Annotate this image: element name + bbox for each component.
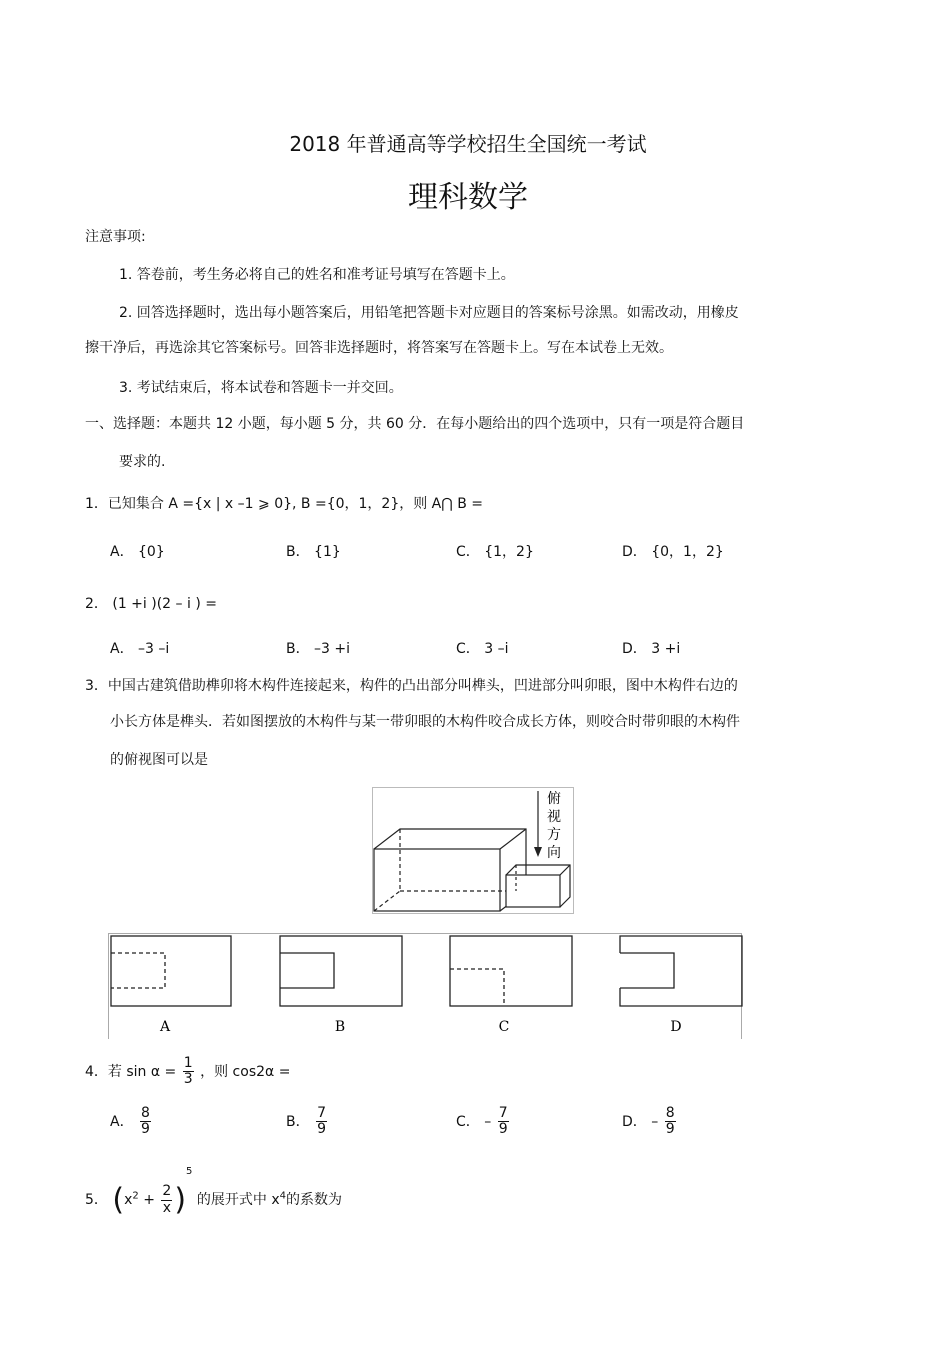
choice-a-label: A (159, 1019, 171, 1035)
q4-option-d-fraction (665, 1106, 676, 1138)
q5-frac-den: x (162, 1199, 172, 1216)
choice-d-view (620, 936, 742, 1006)
q1-option-c: C． {1，2} (456, 544, 534, 560)
q4-option-a (110, 1106, 153, 1138)
q1-option-a: A． {0} (110, 544, 165, 560)
notice-item-3: 3. 考试结束后，将本试卷和答题卡一并交回。 (119, 380, 403, 396)
exam-title: 2018 年普通高等学校招生全国统一考试 (289, 132, 647, 156)
q4-frac-num: 1 (183, 1055, 193, 1071)
q4-option-c (456, 1106, 511, 1138)
q5-tail: 的系数为 (286, 1192, 342, 1208)
q4-option-c-sign: – (484, 1113, 492, 1130)
q4-option-a-letter: A． (110, 1113, 134, 1130)
label-char-3: 方 (547, 827, 561, 843)
question-3-line-2: 小长方体是榫头．若如图摆放的木构件与某一带卯眼的木构件咬合成长方体，则咬合时带卯眼的木构件 (110, 714, 740, 730)
section-heading-cont: 要求的. (119, 454, 166, 470)
q4-option-a-fraction (140, 1106, 151, 1138)
notice-item-2a: 2. 回答选择题时，选出每小题答案后，用铅笔把答题卡对应题目的答案标号涂黑。如需改动，用橡皮 (119, 305, 739, 321)
q5-right-paren: ) (174, 1182, 187, 1218)
q4-fraction (183, 1056, 194, 1088)
notice-item-2b: 擦干净后，再选涂其它答案标号。回答非选择题时，将答案写在答题卡上。写在本试卷上无效。 (85, 340, 673, 356)
q4-option-a-num: 8 (141, 1105, 150, 1121)
notice-heading: 注意事项: (85, 229, 146, 245)
q3-choice-figures (108, 933, 748, 1041)
q2-option-d: D． 3 +i (622, 641, 681, 657)
tenon-block (506, 865, 570, 907)
q5-exp2: 2 (132, 1190, 139, 1202)
subject-title: 理科数学 (408, 180, 528, 215)
figure-dividers (108, 933, 742, 1039)
q4-option-c-num: 7 (498, 1105, 508, 1121)
q4-option-d (622, 1106, 678, 1138)
question-1-stem: 1．已知集合 A ={x | x –1 ⩾ 0}, B ={0，1，2}，则 A⋂ B = (85, 496, 483, 512)
q5-x: x (124, 1192, 133, 1208)
wood-joint-figure (372, 787, 576, 915)
q5-number: 5． (85, 1192, 108, 1208)
label-char-2: 视 (547, 809, 561, 825)
q2-option-c: C． 3 –i (456, 641, 509, 657)
choice-b-view (280, 936, 402, 1006)
question-4-stem (85, 1056, 290, 1088)
q4-option-d-sign: – (651, 1113, 659, 1130)
q5-left-paren: ( (112, 1182, 125, 1218)
choice-c-view (450, 936, 572, 1006)
q4-prefix: 4．若 sin α = (85, 1063, 177, 1080)
q4-option-b-fraction (316, 1106, 327, 1138)
q5-exp4: 4 (279, 1190, 286, 1202)
q4-suffix: ，则 cos2α = (200, 1063, 291, 1080)
q5-frac-num: 2 (162, 1183, 172, 1200)
q4-option-b-num: 7 (317, 1105, 326, 1121)
q5-suffix: 的展开式中 x (196, 1192, 280, 1208)
q4-option-d-num: 8 (665, 1105, 675, 1121)
q5-plus: + (143, 1192, 155, 1208)
q4-option-c-letter: C． (456, 1113, 480, 1130)
q4-option-c-fraction (498, 1106, 509, 1138)
q4-option-a-den: 9 (141, 1121, 150, 1138)
choice-a-view (111, 936, 231, 1006)
choice-c-label: C (498, 1019, 510, 1035)
choice-b-label: B (334, 1019, 346, 1035)
q4-option-d-letter: D． (622, 1113, 647, 1130)
notice-item-1: 1. 答卷前，考生务必将自己的姓名和准考证号填写在答题卡上。 (119, 267, 515, 283)
question-2-stem: 2． (1 +i )(2 – i ) = (85, 596, 217, 612)
label-char-1: 俯 (547, 791, 561, 807)
question-5-stem (85, 1166, 342, 1218)
q4-option-c-den: 9 (498, 1121, 508, 1138)
section-heading: 一、选择题：本题共 12 小题，每小题 5 分，共 60 分．在每小题给出的四个选项中，只有一项是符合题目 (85, 416, 745, 432)
q5-fraction (161, 1184, 172, 1216)
label-char-4: 向 (547, 845, 561, 861)
large-block (374, 829, 526, 911)
q4-frac-den: 3 (183, 1071, 193, 1088)
question-3-line-1: 3．中国古建筑借助榫卯将木构件连接起来，构件的凸出部分叫榫头，凹进部分叫卯眼，图中木构件右边的 (85, 678, 738, 694)
question-3-line-3: 的俯视图可以是 (110, 752, 208, 768)
q1-option-b: B． {1} (286, 544, 341, 560)
q4-option-b-letter: B． (286, 1113, 310, 1130)
q2-option-a: A． –3 –i (110, 641, 170, 657)
q4-option-b-den: 9 (317, 1121, 326, 1138)
q1-option-d: D． {0，1，2} (622, 544, 724, 560)
q2-option-b: B． –3 +i (286, 641, 351, 657)
q5-exp5: 5 (186, 1166, 193, 1177)
choice-d-label: D (670, 1019, 682, 1035)
q4-option-b (286, 1106, 329, 1138)
view-direction-arrow (534, 791, 542, 857)
q4-option-d-den: 9 (665, 1121, 675, 1138)
